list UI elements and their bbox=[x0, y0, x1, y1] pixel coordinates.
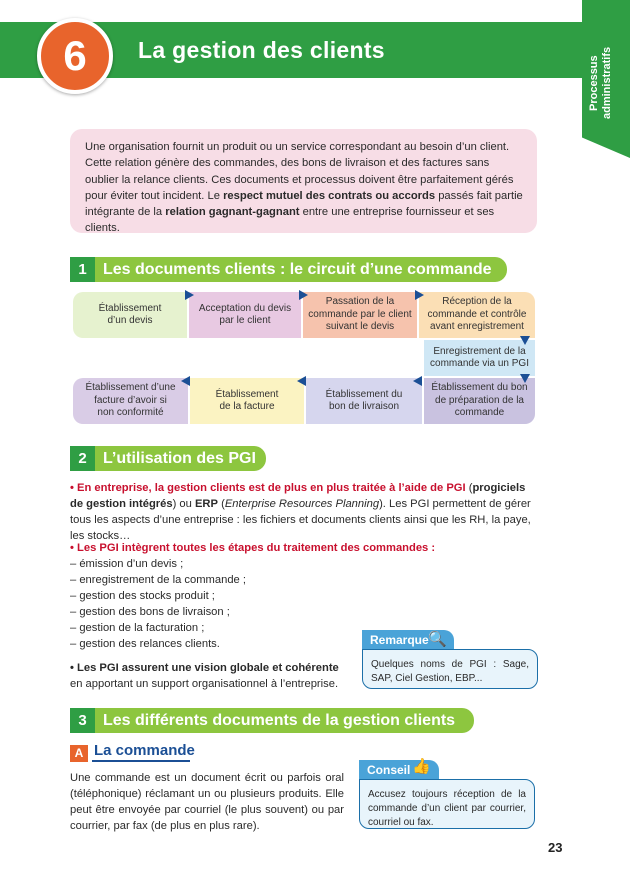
flow-arrow-icon bbox=[520, 374, 530, 383]
flow-step-enregistrement bbox=[424, 340, 535, 376]
flow-step-passation-label: Passation de la commande par le client suivant le devis bbox=[308, 296, 412, 333]
flow-arrow-icon bbox=[181, 376, 190, 386]
flow-step-preparation bbox=[424, 378, 535, 424]
pgi-paragraph-1-bold-1: progiciels de gestion intégrés bbox=[70, 482, 526, 510]
pgi-paragraph-1-lead: • En entreprise, la gestion clients est de plus en plus traitée à l’aide de PGI bbox=[70, 482, 466, 494]
remarque-text: Quelques noms de PGI : Sage, SAP, Ciel Gestion, EBP... bbox=[371, 659, 529, 684]
pgi-list-item: – gestion des relances clients. bbox=[70, 638, 220, 650]
pgi-paragraph-2-lead: • Les PGI intègrent toutes les étapes du traitement des commandes : bbox=[70, 542, 436, 554]
flow-step-reception bbox=[419, 292, 535, 338]
intro-text-1: Une organisation fournit un produit ou un service correspondant au besoin d’un client. Cette relation génère des commandes, des bons de livraison et des factures sans oublier la relance clients. Ces documents et processus doivent être parfaitement gérés pour éviter tout incident. Le bbox=[85, 141, 514, 202]
flow-step-avoir-label: Établissement d’une facture d’avoir si non conformité bbox=[85, 382, 176, 419]
pgi-paragraph-1-text-2: ) ou bbox=[172, 498, 195, 510]
section-2-number: 2 bbox=[70, 446, 95, 471]
chapter-badge bbox=[37, 18, 113, 94]
pgi-paragraph-3-text: en apportant un support organisationnel à l’entreprise. bbox=[70, 678, 339, 690]
flow-arrow-icon bbox=[299, 290, 308, 300]
flow-step-devis-label: Établissement d’un devis bbox=[98, 302, 162, 326]
flow-step-acceptation bbox=[189, 292, 301, 338]
conseil-label-text: Conseil bbox=[367, 763, 411, 777]
flow-step-devis bbox=[73, 292, 187, 338]
flow-step-avoir bbox=[73, 378, 188, 424]
flow-arrow-icon bbox=[520, 336, 530, 345]
pgi-list-item: – enregistrement de la commande ; bbox=[70, 574, 246, 586]
magnifier-icon: 🔍 bbox=[428, 631, 447, 648]
pgi-list-item: – émission d’un devis ; bbox=[70, 558, 184, 570]
page-number: 23 bbox=[548, 840, 563, 855]
flow-arrow-icon bbox=[413, 376, 422, 386]
pgi-paragraph-1-bold-2: ERP bbox=[194, 498, 218, 510]
side-tab-label: Processus administratifs bbox=[588, 46, 613, 120]
section-2-heading bbox=[70, 446, 266, 471]
page-title: La gestion des clients bbox=[138, 37, 385, 63]
pgi-paragraph-1-text-4: ). Les PGI permettent de gérer tous les aspects d’une entreprise : les fichiers et documents clients ainsi que les RH, la paye, les stocks… bbox=[70, 498, 531, 542]
flow-step-reception-label: Réception de la commande et contrôle avant enregistrement bbox=[427, 296, 527, 333]
section-1-number: 1 bbox=[70, 257, 95, 282]
pgi-paragraph-1-italic: Enterprise Resources Planning bbox=[224, 498, 380, 510]
conseil-text: Accusez toujours réception de la commande d’un client par courrier, courriel ou fax. bbox=[368, 789, 526, 828]
flow-step-preparation-label: Établissement du bon de préparation de la commande bbox=[431, 382, 528, 419]
flow-step-enregistrement-label: Enregistrement de la commande via un PGI bbox=[430, 345, 529, 369]
remarque-label-text: Remarque bbox=[370, 633, 429, 647]
subsection-a-title: La commande bbox=[94, 742, 195, 759]
remarque-box bbox=[362, 649, 538, 689]
pgi-list-item: – gestion de la facturation ; bbox=[70, 622, 205, 634]
pgi-paragraph-1 bbox=[70, 480, 537, 544]
flow-step-passation bbox=[303, 292, 417, 338]
section-3-heading bbox=[70, 708, 474, 733]
pgi-list-item: – gestion des stocks produit ; bbox=[70, 590, 215, 602]
intro-bold-1: respect mutuel des contrats ou accords bbox=[223, 189, 436, 202]
pgi-paragraph-1-text-3: ( bbox=[217, 498, 225, 510]
conseil-box bbox=[359, 779, 535, 829]
section-3-number: 3 bbox=[70, 708, 95, 733]
flow-arrow-icon bbox=[185, 290, 194, 300]
thumbs-up-icon: 👍 bbox=[412, 758, 431, 775]
intro-text-3: entre une entreprise fournisseur et ses clients. bbox=[85, 206, 495, 235]
subsection-a-underline bbox=[92, 760, 190, 762]
flow-step-acceptation-label: Acceptation du devis par le client bbox=[198, 302, 292, 326]
pgi-list-item: – gestion des bons de livraison ; bbox=[70, 606, 230, 618]
pgi-paragraph-1-text-1: ( bbox=[465, 482, 473, 494]
flow-step-facture-label: Établissement de la facture bbox=[215, 388, 279, 412]
chapter-number: 6 bbox=[63, 32, 87, 79]
flow-step-livraison-label: Établissement du bon de livraison bbox=[325, 388, 403, 412]
section-1-title: Les documents clients : le circuit d’une commande bbox=[103, 261, 492, 278]
flow-step-facture bbox=[190, 378, 304, 424]
intro-text-2: passés fait partie intégrante de la bbox=[85, 189, 523, 219]
section-3-title: Les différents documents de la gestion clients bbox=[103, 712, 456, 729]
intro-bold-2: relation gagnant-gagnant bbox=[165, 206, 300, 219]
section-1-heading bbox=[70, 257, 507, 282]
flow-arrow-icon bbox=[297, 376, 306, 386]
subsection-a-letter: A bbox=[70, 745, 88, 762]
flow-step-livraison bbox=[306, 378, 422, 424]
section-2-title: L’utilisation des PGI bbox=[103, 450, 256, 467]
intro-box bbox=[70, 129, 537, 233]
commande-paragraph: Une commande est un document écrit ou parfois oral (téléphonique) réclamant un ou plusieurs produits. Elle peut être envoyée par courriel (le plus souvent) ou par courrier, par fax (de plus en plus rare). bbox=[70, 772, 344, 832]
flow-arrow-icon bbox=[415, 290, 424, 300]
pgi-paragraph-3-lead: • Les PGI assurent une vision globale et cohérente bbox=[70, 662, 339, 674]
